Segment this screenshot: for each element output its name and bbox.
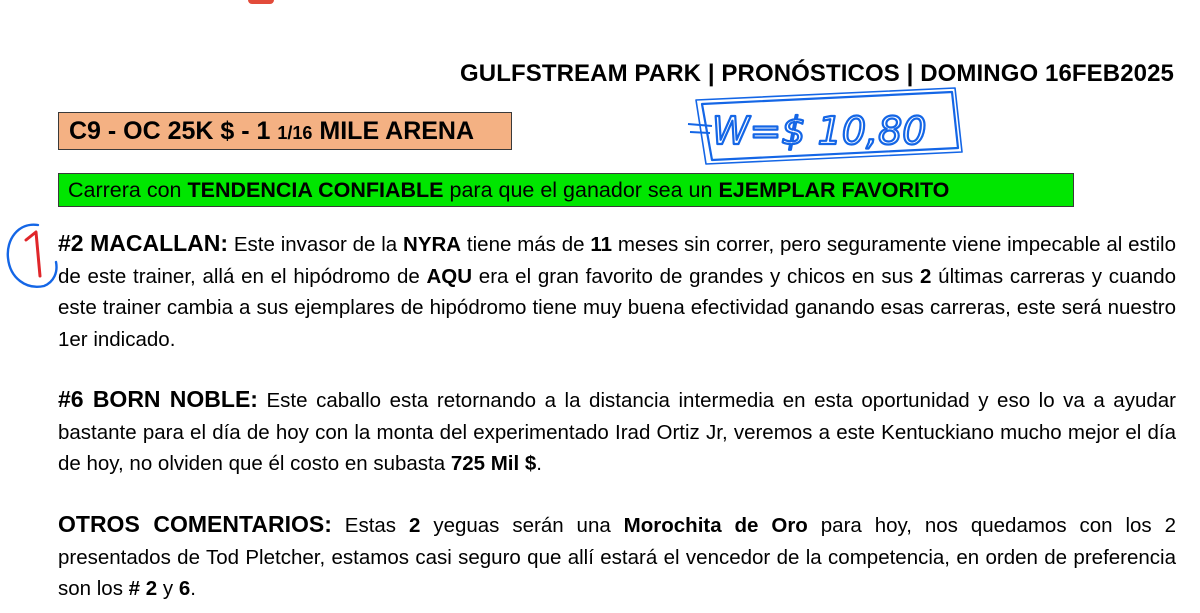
comments-paragraph [58,509,1176,605]
trend-text: para que el ganador sea un [443,178,719,202]
trend-highlight: EJEMPLAR FAVORITO [718,178,950,202]
comments-text: para hoy, nos quedamos con los 2 presentados de Tod Pletcher, estamos casi seguro que allí estará el vencedor de la competencia, en orden de preferencia son los [58,514,1176,600]
header-title: GULFSTREAM PARK | PRONÓSTICOS | DOMINGO 16FEB2025 [460,60,1174,87]
comments-text: y [157,577,179,600]
comments-heading: OTROS COMENTARIOS: [58,511,332,537]
comments-text: . [190,577,196,600]
pick-1-text: últimas carreras y cuando este trainer cambia a sus ejemplares de hipódromo tiene muy buena efectividad ganando esas carreras, este será nuestro 1er indicado. [58,264,1177,351]
trend-text: Carrera con [68,178,188,202]
payout-box-inner [702,92,958,160]
pick-1-bold: 11 [590,233,613,256]
pick-1-text: era el gran favorito de grandes y chicos en sus [472,264,921,288]
payout-tick-marks [688,124,712,133]
comments-text: Estas [331,514,409,537]
race-title-box [58,112,512,150]
comments-bold: 6 [178,577,191,600]
red-one-stroke [26,232,40,276]
race-code: C9 - OC 25K $ - 1 [69,117,278,145]
pick-2-bold: 725 Mil $ [450,452,537,475]
pick-1-text: meses sin correr, pero seguramente viene impecable al estilo de este trainer, allá en el hipódromo de [58,233,1177,288]
race-distance-fraction: 1/16 [277,123,313,143]
win-payout-text: W=$ 10,80 [712,109,927,153]
pick-1-text: tiene más de [461,233,591,256]
race-surface: MILE ARENA [312,117,475,145]
comments-bold: # 2 [128,577,158,600]
circled-pick-number [0,0,57,287]
comments-bold: 2 [408,514,421,537]
pick-2-text: . [536,452,542,475]
pick-1-bold: 2 [920,264,932,288]
payout-box-outer [696,88,962,164]
pick-1-bold: AQU [426,264,473,288]
win-payout-annotation [688,88,962,164]
page-header [460,60,1174,88]
pick-paragraph-2 [58,384,1176,480]
trend-highlight: TENDENCIA CONFIABLE [187,178,444,202]
circle-stroke [8,225,57,287]
pick-paragraph-1 [58,228,1176,355]
comments-text: yeguas serán una [420,514,624,537]
pick-1-text: Este invasor de la [228,233,404,256]
pick-1-bold: NYRA [403,233,462,256]
pick-2-text: Este caballo esta retornando a la distancia intermedia en esta oportunidad y eso lo va a ayudar bastante para el día de hoy con la monta del experimentado Irad Ortiz Jr, veremos a este Kentuckiano mucho mejor el día de hoy, no olviden que él costo en subasta [58,389,1176,475]
comments-bold: Morochita de Oro [623,514,808,537]
red-mark-fragment [248,0,274,4]
pick-2-horse-name: #6 BORN NOBLE: [58,386,258,412]
trend-banner [58,173,1074,207]
pick-1-horse-name: #2 MACALLAN: [58,230,229,256]
